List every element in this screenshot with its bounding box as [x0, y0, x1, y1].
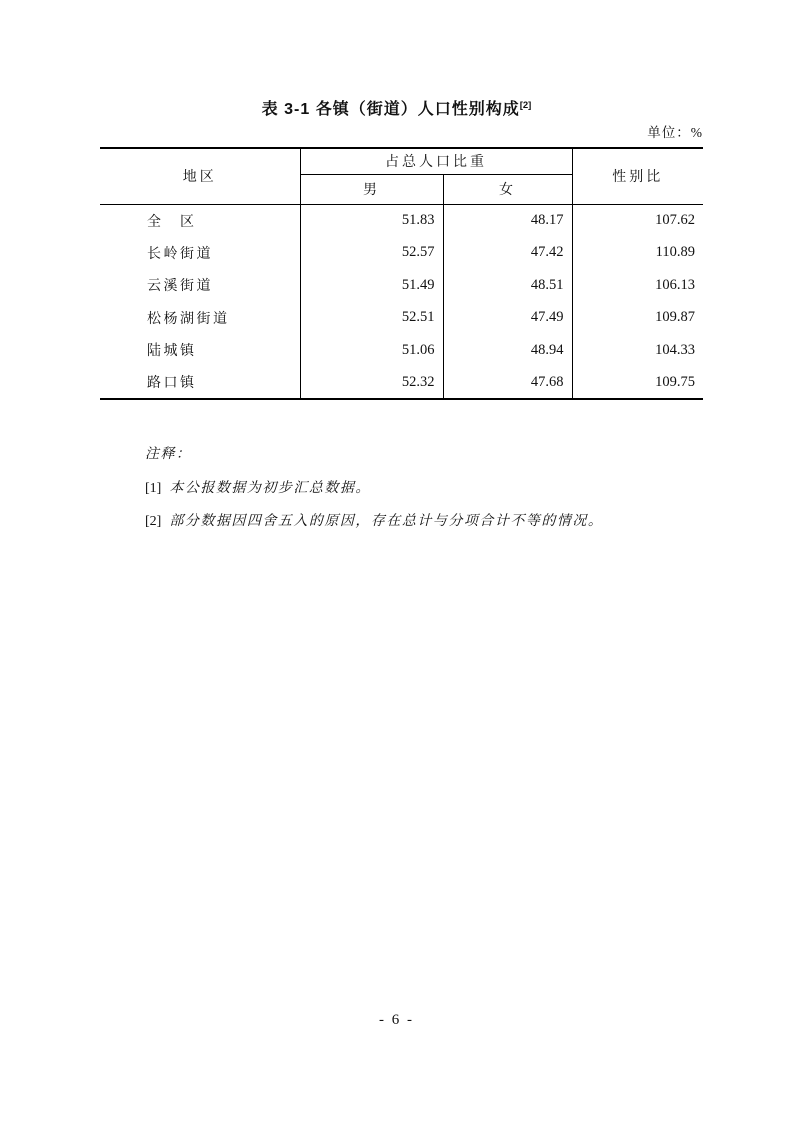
page-number: - 6 -: [379, 1012, 414, 1028]
title-footnote-superscript: [2]: [519, 100, 532, 111]
table-row: [100, 269, 703, 302]
note-item: [145, 479, 665, 499]
female-share-cell: 48.51: [443, 269, 572, 302]
table-row: [100, 204, 703, 237]
table-row: [100, 334, 703, 367]
region-cell: 路口镇: [100, 367, 300, 400]
note-marker: [1]: [145, 481, 162, 496]
male-share-cell: 52.32: [300, 367, 443, 400]
region-cell: 全 区: [100, 204, 300, 237]
note-marker: [2]: [145, 514, 162, 529]
sex-ratio-cell: 104.33: [655, 341, 695, 358]
male-share-cell: 52.57: [300, 237, 443, 270]
table-title-text: 表 3-1 各镇（街道）人口性别构成: [261, 101, 520, 118]
sex-ratio-cell: 109.87: [655, 309, 695, 326]
note-item: [145, 512, 665, 532]
female-share-cell: 47.68: [443, 367, 572, 400]
female-share-cell: 47.49: [443, 302, 572, 335]
notes-section: [145, 443, 665, 545]
col-header-sex-ratio: 性别比: [572, 148, 703, 204]
note-text: 本公报数据为初步汇总数据。: [169, 481, 371, 496]
region-cell: 陆城镇: [100, 334, 300, 367]
female-share-cell: 48.17: [443, 204, 572, 237]
female-share-cell: 48.94: [443, 334, 572, 367]
region-cell: 长岭街道: [100, 237, 300, 270]
region-cell: 云溪街道: [100, 269, 300, 302]
sex-ratio-cell: 107.62: [655, 212, 695, 228]
table-row: [100, 302, 703, 335]
notes-heading: 注释：: [145, 447, 192, 462]
table-row: [100, 367, 703, 400]
male-share-cell: 51.06: [300, 334, 443, 367]
region-cell: 松杨湖街道: [100, 302, 300, 335]
sex-ratio-cell: 109.75: [655, 373, 695, 390]
col-header-female: 女: [443, 174, 572, 204]
table-title: [0, 96, 793, 119]
unit-label: 单位：%: [647, 125, 703, 140]
table-row: [100, 237, 703, 270]
col-header-male: 男: [300, 174, 443, 204]
col-header-proportion-group: 占总人口比重: [300, 148, 572, 174]
male-share-cell: 51.49: [300, 269, 443, 302]
note-text: 部分数据因四舍五入的原因，存在总计与分项合计不等的情况。: [169, 514, 604, 529]
sex-ratio-cell: 110.89: [655, 244, 695, 261]
female-share-cell: 47.42: [443, 237, 572, 270]
population-sex-composition-table: [100, 147, 703, 400]
col-header-region: 地区: [100, 148, 300, 204]
sex-ratio-cell: 106.13: [655, 276, 695, 293]
male-share-cell: 52.51: [300, 302, 443, 335]
male-share-cell: 51.83: [300, 204, 443, 237]
